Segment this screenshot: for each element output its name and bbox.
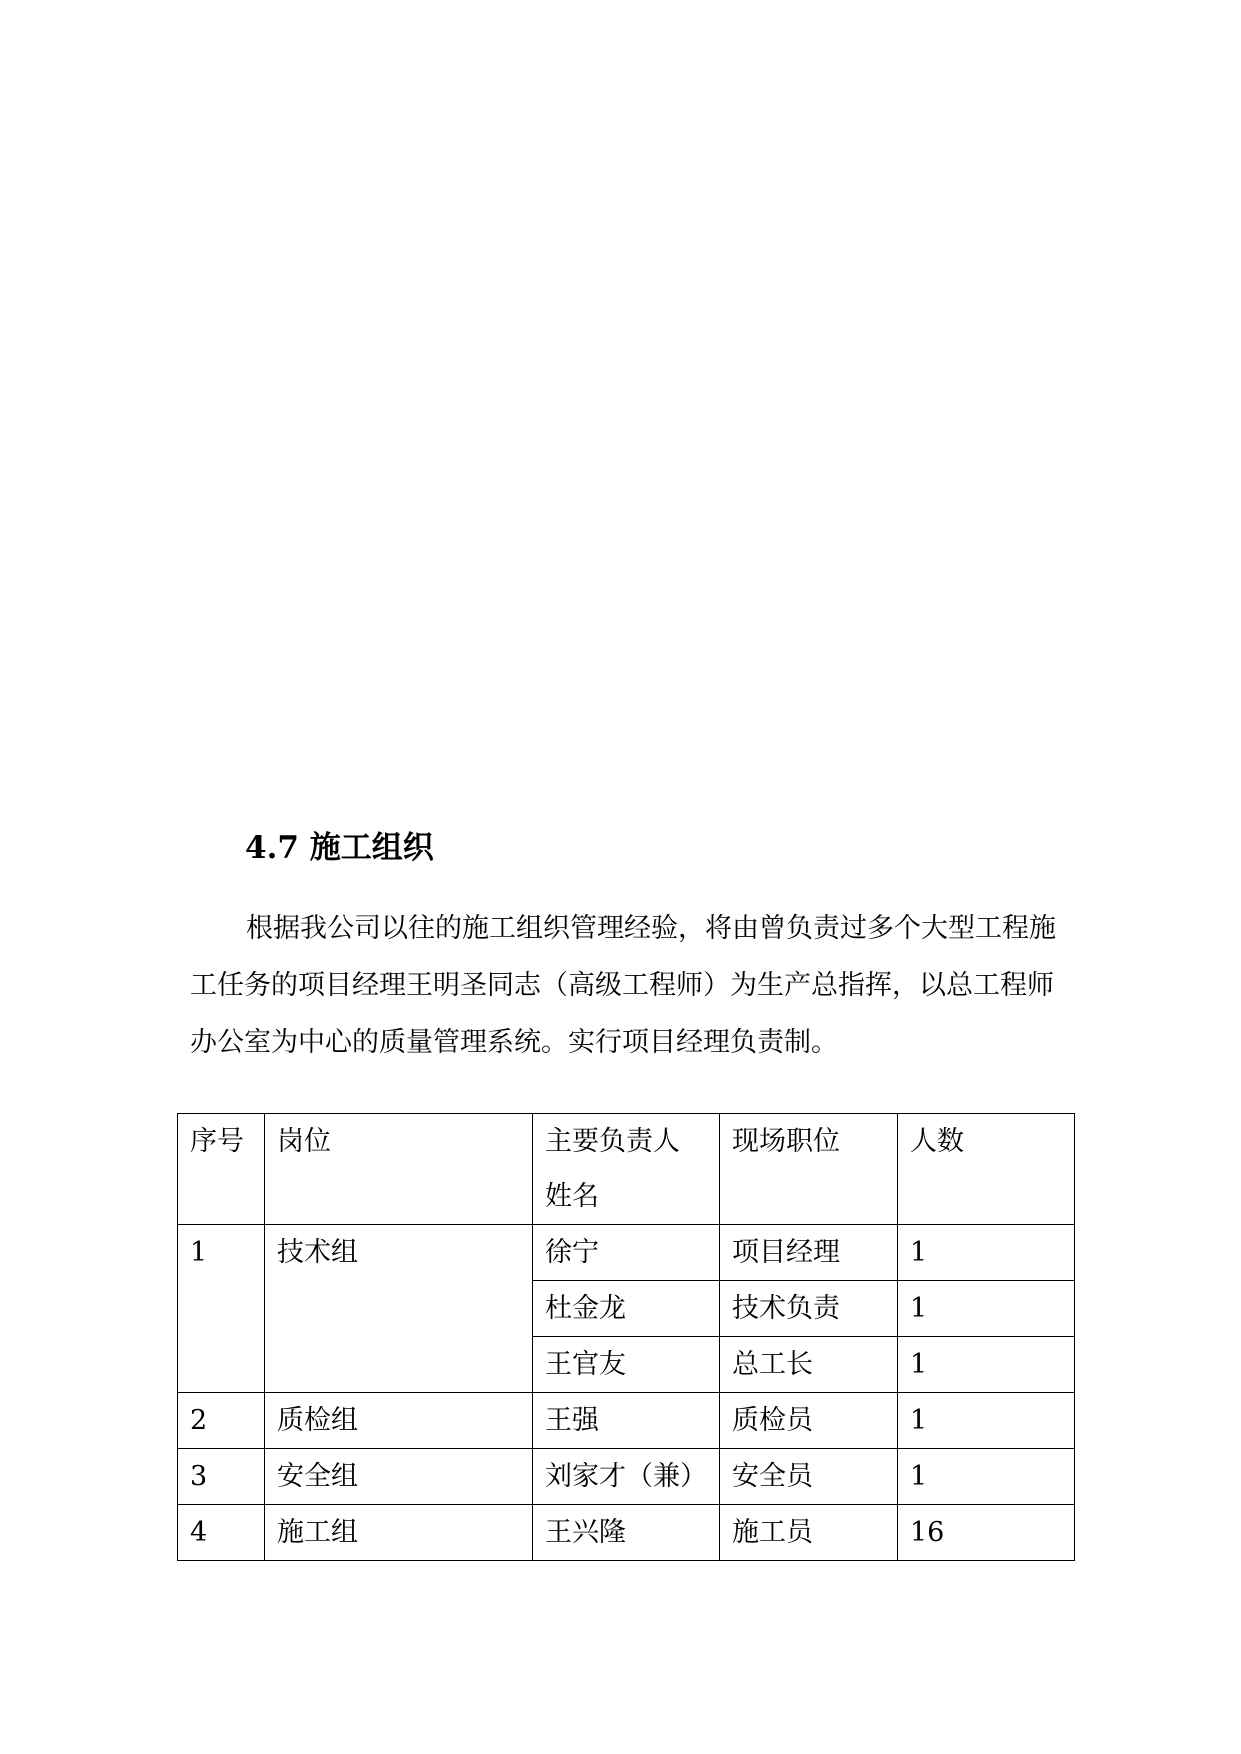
header-count: 人数 — [898, 1114, 1075, 1225]
cell-count: 1 — [898, 1281, 1075, 1337]
table-row — [178, 1393, 1075, 1449]
staff-table — [177, 1113, 1075, 1561]
cell-count: 1 — [898, 1393, 1075, 1449]
cell-person: 王兴隆 — [533, 1505, 720, 1561]
cell-no: 4 — [178, 1505, 265, 1561]
header-no: 序号 — [178, 1114, 265, 1225]
table-row — [178, 1449, 1075, 1505]
table-row — [178, 1225, 1075, 1281]
cell-role: 项目经理 — [720, 1225, 898, 1281]
header-person-line1: 主要负责人 — [545, 1126, 680, 1157]
cell-person: 王官友 — [533, 1337, 720, 1393]
cell-post: 施工组 — [265, 1505, 533, 1561]
section-title: 4.7 施工组织 — [245, 830, 434, 866]
table-row — [178, 1505, 1075, 1561]
cell-person: 刘家才（兼） — [533, 1449, 720, 1505]
cell-person: 徐宁 — [533, 1225, 720, 1281]
body-paragraph: 根据我公司以往的施工组织管理经验，将由曾负责过多个大型工程施工任务的项目经理王明圣同志（高级工程师）为生产总指挥，以总工程师办公室为中心的质量管理系统。实行项目经理负责制。 — [190, 913, 1056, 1058]
table-header-row — [178, 1114, 1075, 1225]
header-role: 现场职位 — [720, 1114, 898, 1225]
cell-no: 3 — [178, 1449, 265, 1505]
cell-post: 质检组 — [265, 1393, 533, 1449]
cell-role: 总工长 — [720, 1337, 898, 1393]
cell-person: 杜金龙 — [533, 1281, 720, 1337]
cell-no: 1 — [178, 1225, 265, 1393]
cell-count: 1 — [898, 1337, 1075, 1393]
cell-post: 技术组 — [265, 1225, 533, 1393]
header-person — [533, 1114, 720, 1225]
cell-no: 2 — [178, 1393, 265, 1449]
cell-post: 安全组 — [265, 1449, 533, 1505]
header-person-line2: 姓名 — [545, 1181, 599, 1212]
cell-role: 安全员 — [720, 1449, 898, 1505]
cell-role: 施工员 — [720, 1505, 898, 1561]
header-post: 岗位 — [265, 1114, 533, 1225]
cell-person: 王强 — [533, 1393, 720, 1449]
cell-count: 1 — [898, 1225, 1075, 1281]
cell-count: 1 — [898, 1449, 1075, 1505]
cell-role: 技术负责 — [720, 1281, 898, 1337]
cell-count: 16 — [898, 1505, 1075, 1561]
cell-role: 质检员 — [720, 1393, 898, 1449]
